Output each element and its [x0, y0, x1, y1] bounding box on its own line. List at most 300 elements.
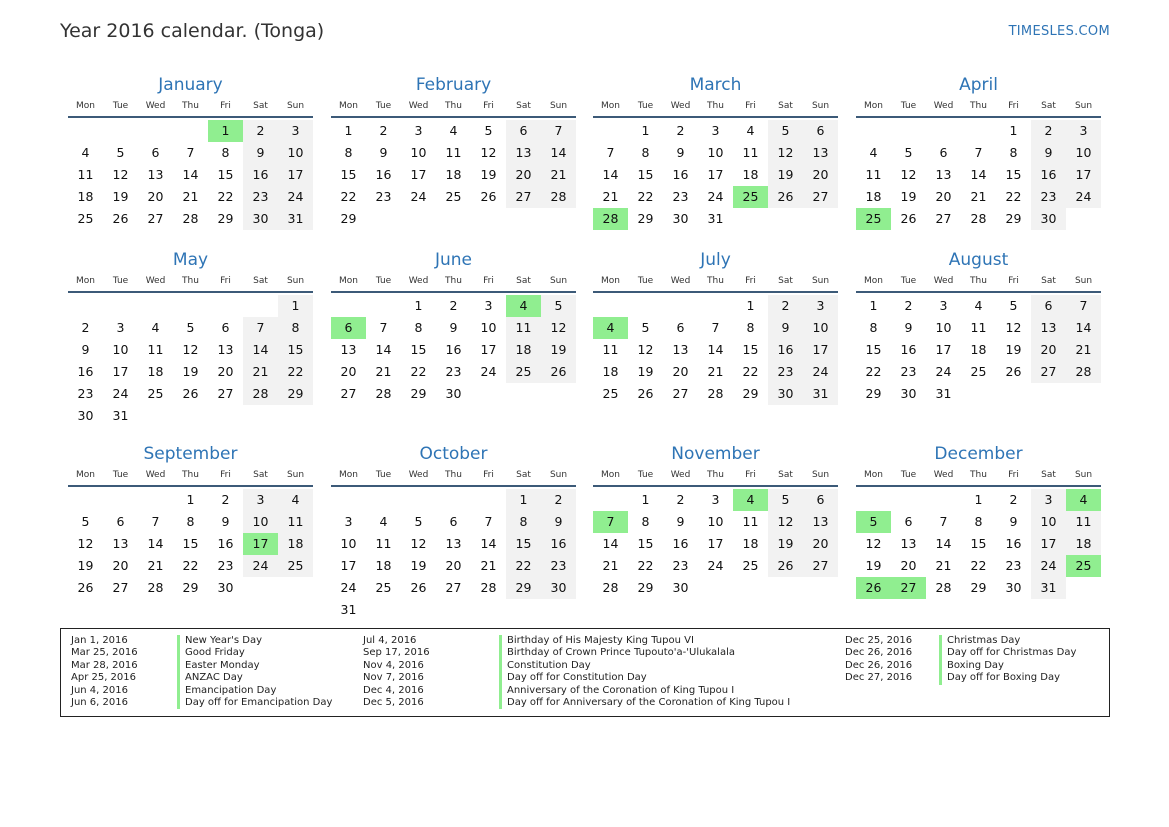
weekday-label: Sat: [1041, 276, 1056, 286]
day-cell: 14: [541, 142, 576, 164]
day-cell: 19: [77, 558, 94, 573]
month-june: [331, 249, 576, 405]
holiday-date: Jun 6, 2016: [71, 697, 128, 708]
day-cell: 6: [151, 145, 160, 160]
month-december: [856, 443, 1101, 599]
empty-day-cell: [436, 489, 471, 511]
day-cell: 3: [803, 295, 838, 317]
day-cell: 8: [414, 320, 423, 335]
brand-link[interactable]: TIMESLES.COM: [1008, 24, 1110, 39]
day-cell: 30: [672, 211, 689, 226]
day-cell: 18: [506, 339, 541, 361]
day-cell: 9: [1031, 142, 1066, 164]
day-cell: 14: [375, 342, 392, 357]
day-cell: 15: [637, 536, 654, 551]
day-cell: 1: [186, 492, 195, 507]
weekday-label: Tue: [375, 101, 392, 111]
day-cell: 16: [541, 533, 576, 555]
day-cell: 12: [1005, 320, 1022, 335]
day-cell: 28: [182, 211, 199, 226]
day-cell: 11: [278, 511, 313, 533]
day-cell: 10: [243, 511, 278, 533]
day-cell: 10: [1066, 142, 1101, 164]
weekday-label: Fri: [220, 470, 231, 480]
month-name: August: [948, 250, 1009, 270]
day-cell: 13: [340, 342, 357, 357]
holiday-date: Dec 26, 2016: [845, 659, 913, 671]
day-cell: 13: [672, 342, 689, 357]
day-cell: 29: [637, 211, 654, 226]
holiday-name: [177, 685, 276, 697]
day-cell: 15: [506, 533, 541, 555]
day-cell: 21: [602, 189, 619, 204]
day-cell: 28: [480, 580, 497, 595]
holiday-name: [177, 635, 262, 647]
day-cell: 15: [970, 536, 987, 551]
day-cell: 1: [414, 298, 423, 313]
day-cell: 2: [243, 120, 278, 142]
day-cell: 29: [970, 580, 987, 595]
day-cell: 26: [410, 580, 427, 595]
day-cell: 6: [221, 320, 230, 335]
day-cell: 29: [865, 386, 882, 401]
day-cell: 3: [344, 514, 353, 529]
day-cell: 5: [414, 514, 423, 529]
day-cell: 15: [1005, 167, 1022, 182]
day-cell: 11: [445, 145, 462, 160]
day-cell: 2: [81, 320, 90, 335]
weekday-label: Mon: [864, 276, 883, 286]
day-cell: 9: [676, 514, 685, 529]
holiday-name-text: Birthday of Crown Prince Tupouto'a-'Ulukalala: [499, 647, 735, 659]
empty-day-cell: [628, 295, 663, 317]
holiday-name-text: Day off for Boxing Day: [939, 672, 1060, 684]
weekday-header: [331, 465, 576, 487]
day-grid: [856, 293, 1101, 405]
holiday-name-text: Emancipation Day: [177, 685, 276, 697]
day-cell: 23: [900, 364, 917, 379]
month-may: [68, 249, 313, 427]
day-cell: 4: [974, 298, 983, 313]
day-cell: 14: [602, 167, 619, 182]
day-cell: 14: [970, 167, 987, 182]
day-cell: 13: [803, 142, 838, 164]
holiday-name-text: Anniversary of the Coronation of King Tupou I: [499, 685, 734, 697]
day-cell: 13: [1031, 317, 1066, 339]
day-cell: 9: [1009, 514, 1018, 529]
holiday-name-text: Day off for Emancipation Day: [177, 697, 332, 709]
weekday-header: [856, 271, 1101, 293]
day-cell: 1: [869, 298, 878, 313]
weekday-label: Mon: [864, 101, 883, 111]
day-cell: 27: [445, 580, 462, 595]
day-cell: 16: [445, 342, 462, 357]
month-name: December: [934, 444, 1023, 464]
weekday-header: [68, 465, 313, 487]
day-cell: 21: [147, 558, 164, 573]
day-cell: 25: [375, 580, 392, 595]
day-cell: 5: [186, 320, 195, 335]
day-cell: 24: [112, 386, 129, 401]
empty-day-cell: [593, 120, 628, 142]
day-cell: 11: [865, 167, 882, 182]
day-cell: 11: [375, 536, 392, 551]
day-cell: 5: [541, 295, 576, 317]
holiday-date: Jun 4, 2016: [71, 684, 128, 696]
weekday-label: Sun: [549, 470, 568, 480]
day-cell: 19: [865, 558, 882, 573]
weekday-label: Thu: [707, 470, 724, 480]
day-grid: [593, 118, 838, 230]
weekday-header: [68, 271, 313, 293]
day-cell: 11: [147, 342, 164, 357]
day-cell: 28: [707, 386, 724, 401]
day-cell: 16: [1005, 536, 1022, 551]
holiday-day-cell: 4: [1066, 489, 1101, 511]
day-cell: 26: [77, 580, 94, 595]
day-cell: 29: [340, 211, 357, 226]
day-cell: 25: [445, 189, 462, 204]
day-cell: 7: [151, 514, 160, 529]
holiday-name: [939, 647, 1076, 659]
day-cell: 23: [243, 186, 278, 208]
day-cell: 28: [1066, 361, 1101, 383]
day-cell: 10: [707, 514, 724, 529]
day-cell: 10: [410, 145, 427, 160]
day-cell: 29: [742, 386, 759, 401]
day-cell: 31: [340, 602, 357, 617]
weekday-label: Thu: [445, 470, 462, 480]
day-cell: 5: [1009, 298, 1018, 313]
day-cell: 9: [221, 514, 230, 529]
weekday-label: Thu: [970, 101, 987, 111]
day-cell: 2: [379, 123, 388, 138]
day-cell: 1: [506, 489, 541, 511]
day-cell: 24: [1031, 555, 1066, 577]
empty-day-cell: [103, 295, 138, 317]
weekday-label: Sat: [778, 276, 793, 286]
day-cell: 27: [147, 211, 164, 226]
day-cell: 17: [340, 558, 357, 573]
day-cell: 31: [112, 408, 129, 423]
day-grid: [593, 487, 838, 599]
day-cell: 2: [449, 298, 458, 313]
day-cell: 19: [768, 164, 803, 186]
holiday-name: [499, 635, 694, 647]
day-cell: 24: [707, 189, 724, 204]
day-cell: 6: [676, 320, 685, 335]
day-cell: 29: [637, 580, 654, 595]
day-cell: 26: [182, 386, 199, 401]
day-cell: 1: [641, 492, 650, 507]
day-cell: 22: [182, 558, 199, 573]
holiday-name-text: Easter Monday: [177, 660, 260, 672]
month-august: [856, 249, 1101, 405]
weekday-label: Tue: [900, 276, 917, 286]
day-cell: 5: [768, 489, 803, 511]
day-cell: 17: [480, 342, 497, 357]
weekday-label: Sun: [811, 470, 830, 480]
day-cell: 18: [375, 558, 392, 573]
day-cell: 29: [1005, 211, 1022, 226]
weekday-label: Wed: [408, 101, 429, 111]
day-cell: 6: [506, 120, 541, 142]
day-cell: 28: [541, 186, 576, 208]
day-cell: 8: [506, 511, 541, 533]
day-cell: 29: [278, 383, 313, 405]
empty-day-cell: [961, 120, 996, 142]
day-cell: 15: [637, 167, 654, 182]
day-cell: 18: [278, 533, 313, 555]
empty-day-cell: [138, 489, 173, 511]
weekday-label: Tue: [112, 470, 129, 480]
day-cell: 7: [379, 320, 388, 335]
day-grid: [331, 118, 576, 230]
day-cell: 3: [116, 320, 125, 335]
day-cell: 16: [375, 167, 392, 182]
day-cell: 12: [77, 536, 94, 551]
holiday-name: [939, 672, 1060, 684]
weekday-label: Tue: [112, 101, 129, 111]
holiday-day-cell: 27: [891, 577, 926, 599]
month-november: [593, 443, 838, 599]
weekday-label: Thu: [445, 101, 462, 111]
day-cell: 21: [243, 361, 278, 383]
weekday-label: Sat: [778, 470, 793, 480]
day-cell: 2: [1031, 120, 1066, 142]
day-cell: 9: [243, 142, 278, 164]
day-cell: 31: [707, 211, 724, 226]
day-cell: 6: [803, 489, 838, 511]
weekday-label: Sun: [549, 276, 568, 286]
weekday-label: Wed: [933, 101, 954, 111]
empty-day-cell: [68, 295, 103, 317]
day-cell: 17: [707, 167, 724, 182]
weekday-label: Mon: [339, 276, 358, 286]
empty-day-cell: [926, 120, 961, 142]
day-cell: 26: [480, 189, 497, 204]
holiday-date: Dec 26, 2016: [845, 647, 913, 659]
day-grid: [331, 487, 576, 621]
holiday-name: [177, 697, 332, 709]
day-cell: 7: [243, 317, 278, 339]
weekday-label: Wed: [670, 470, 691, 480]
day-cell: 2: [676, 123, 685, 138]
day-cell: 3: [711, 492, 720, 507]
weekday-label: Fri: [1008, 101, 1019, 111]
empty-day-cell: [366, 489, 401, 511]
day-cell: 13: [217, 342, 234, 357]
weekday-label: Fri: [483, 101, 494, 111]
empty-day-cell: [138, 120, 173, 142]
day-cell: 15: [217, 167, 234, 182]
day-cell: 27: [672, 386, 689, 401]
holiday-day-cell: 25: [1066, 555, 1101, 577]
day-cell: 6: [904, 514, 913, 529]
empty-day-cell: [68, 120, 103, 142]
day-cell: 30: [768, 383, 803, 405]
weekday-label: Tue: [375, 470, 392, 480]
day-cell: 19: [182, 364, 199, 379]
day-cell: 9: [676, 145, 685, 160]
day-cell: 2: [676, 492, 685, 507]
holiday-name-text: Day off for Constitution Day: [499, 672, 647, 684]
day-cell: 17: [707, 536, 724, 551]
weekday-label: Fri: [1008, 470, 1019, 480]
day-cell: 30: [672, 580, 689, 595]
holiday-name-text: Birthday of His Majesty King Tupou VI: [499, 635, 694, 647]
holiday-name: [499, 685, 734, 697]
holiday-name-text: Good Friday: [177, 647, 245, 659]
day-cell: 27: [1031, 361, 1066, 383]
day-cell: 23: [217, 558, 234, 573]
day-cell: 23: [768, 361, 803, 383]
weekday-label: Sat: [516, 470, 531, 480]
day-cell: 26: [541, 361, 576, 383]
day-cell: 28: [375, 386, 392, 401]
day-cell: 12: [410, 536, 427, 551]
weekday-label: Thu: [707, 276, 724, 286]
weekday-label: Sun: [811, 276, 830, 286]
weekday-label: Mon: [339, 101, 358, 111]
day-cell: 16: [217, 536, 234, 551]
holiday-date: Dec 27, 2016: [845, 672, 913, 684]
day-cell: 20: [506, 164, 541, 186]
day-cell: 3: [278, 120, 313, 142]
day-cell: 21: [541, 164, 576, 186]
day-cell: 17: [1031, 533, 1066, 555]
day-grid: [593, 293, 838, 405]
weekday-label: Fri: [483, 276, 494, 286]
day-cell: 21: [935, 558, 952, 573]
day-grid: [856, 487, 1101, 599]
day-cell: 27: [340, 386, 357, 401]
day-cell: 20: [935, 189, 952, 204]
day-cell: 18: [742, 167, 759, 182]
day-cell: 15: [865, 342, 882, 357]
day-cell: 30: [77, 408, 94, 423]
weekday-label: Tue: [900, 470, 917, 480]
day-cell: 16: [768, 339, 803, 361]
day-cell: 13: [803, 511, 838, 533]
day-cell: 28: [602, 580, 619, 595]
month-name: July: [700, 250, 731, 270]
empty-day-cell: [471, 489, 506, 511]
day-cell: 17: [935, 342, 952, 357]
day-cell: 9: [904, 320, 913, 335]
day-cell: 9: [541, 511, 576, 533]
day-cell: 6: [116, 514, 125, 529]
empty-day-cell: [856, 120, 891, 142]
weekday-label: Wed: [145, 101, 166, 111]
day-cell: 13: [900, 536, 917, 551]
day-cell: 31: [1031, 577, 1066, 599]
day-cell: 31: [803, 383, 838, 405]
day-cell: 14: [147, 536, 164, 551]
month-name: January: [158, 75, 223, 95]
holiday-name: [939, 660, 1004, 672]
day-cell: 4: [869, 145, 878, 160]
month-name: April: [959, 75, 998, 95]
holiday-name-text: Boxing Day: [939, 660, 1004, 672]
day-cell: 16: [1031, 164, 1066, 186]
day-cell: 12: [541, 317, 576, 339]
day-cell: 28: [243, 383, 278, 405]
weekday-label: Fri: [745, 101, 756, 111]
day-cell: 22: [1005, 189, 1022, 204]
day-cell: 23: [541, 555, 576, 577]
holiday-name: [177, 660, 260, 672]
empty-day-cell: [138, 295, 173, 317]
day-cell: 16: [900, 342, 917, 357]
day-cell: 13: [506, 142, 541, 164]
holiday-name: [499, 647, 735, 659]
weekday-label: Sun: [1074, 101, 1093, 111]
weekday-label: Sun: [1074, 276, 1093, 286]
holiday-date: Sep 17, 2016: [363, 647, 430, 659]
day-cell: 14: [1066, 317, 1101, 339]
day-grid: [856, 118, 1101, 230]
day-cell: 24: [410, 189, 427, 204]
holiday-name-text: Christmas Day: [939, 635, 1020, 647]
day-cell: 15: [742, 342, 759, 357]
day-cell: 19: [637, 364, 654, 379]
day-cell: 12: [900, 167, 917, 182]
day-cell: 18: [970, 342, 987, 357]
weekday-label: Mon: [601, 470, 620, 480]
day-cell: 13: [112, 536, 129, 551]
day-cell: 11: [742, 145, 759, 160]
page-title: Year 2016 calendar. (Tonga): [60, 20, 325, 42]
day-cell: 27: [803, 555, 838, 577]
weekday-label: Fri: [1008, 276, 1019, 286]
weekday-label: Wed: [670, 276, 691, 286]
weekday-label: Sat: [778, 101, 793, 111]
day-cell: 4: [746, 123, 755, 138]
day-cell: 22: [278, 361, 313, 383]
day-cell: 19: [480, 167, 497, 182]
month-name: November: [671, 444, 760, 464]
day-cell: 27: [803, 186, 838, 208]
day-cell: 21: [480, 558, 497, 573]
weekday-label: Sat: [253, 101, 268, 111]
day-cell: 12: [480, 145, 497, 160]
holiday-day-cell: 7: [593, 511, 628, 533]
day-cell: 25: [970, 364, 987, 379]
day-cell: 14: [707, 342, 724, 357]
weekday-header: [68, 96, 313, 118]
day-cell: 23: [375, 189, 392, 204]
month-name: September: [143, 444, 238, 464]
day-cell: 26: [768, 186, 803, 208]
weekday-label: Sun: [286, 470, 305, 480]
day-cell: 2: [768, 295, 803, 317]
day-cell: 11: [506, 317, 541, 339]
weekday-label: Thu: [970, 470, 987, 480]
day-cell: 30: [243, 208, 278, 230]
day-cell: 22: [970, 558, 987, 573]
holiday-day-cell: 25: [733, 186, 768, 208]
holiday-name-text: Day off for Christmas Day: [939, 647, 1076, 659]
weekday-label: Sun: [811, 101, 830, 111]
day-cell: 31: [935, 386, 952, 401]
day-cell: 20: [445, 558, 462, 573]
holiday-date: Nov 4, 2016: [363, 659, 424, 671]
empty-day-cell: [331, 489, 366, 511]
day-cell: 20: [112, 558, 129, 573]
day-cell: 1: [641, 123, 650, 138]
day-cell: 8: [641, 514, 650, 529]
